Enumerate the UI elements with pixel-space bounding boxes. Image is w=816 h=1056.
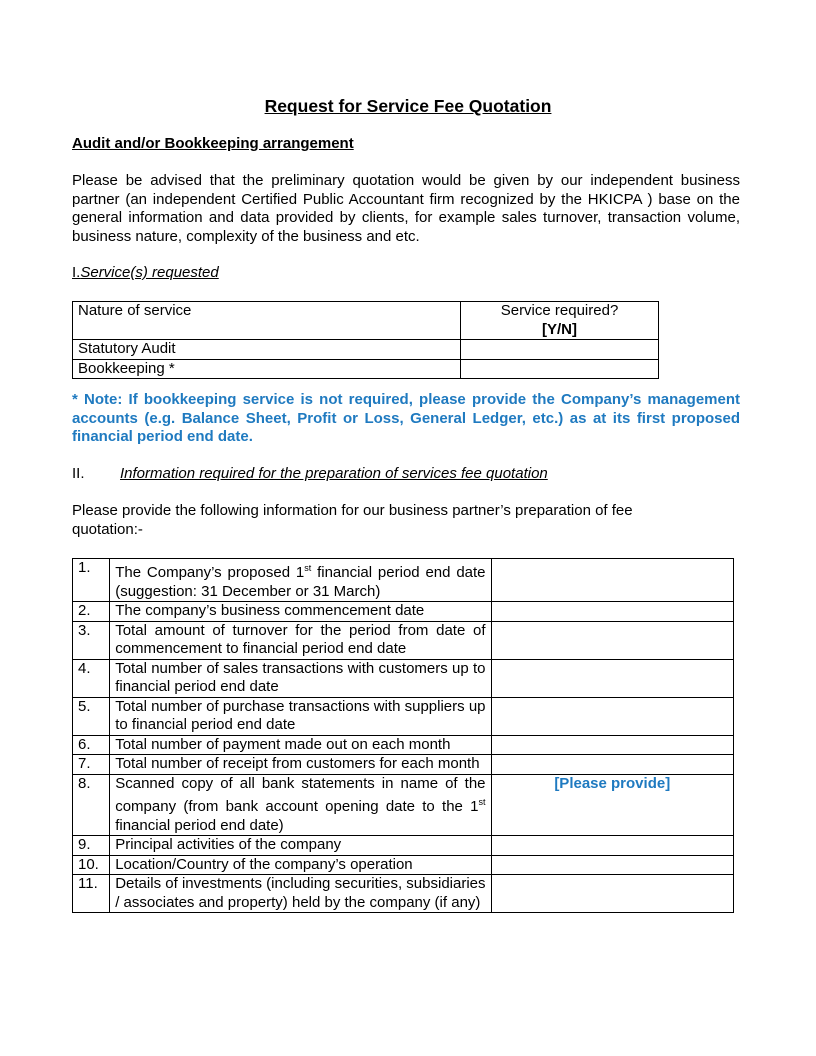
row-value-field[interactable] (491, 697, 733, 735)
table-row (73, 855, 734, 875)
row-value-field[interactable] (491, 621, 733, 659)
row-number: 9. (73, 836, 110, 856)
service-table-header (73, 302, 659, 340)
row-number: 11. (73, 875, 110, 913)
row-number: 10. (73, 855, 110, 875)
row-number: 4. (73, 659, 110, 697)
row-description: Total amount of turnover for the period from date of commencement to financial period end date (110, 621, 491, 659)
service-name: Statutory Audit (73, 340, 461, 360)
bookkeeping-note: * Note: If bookkeeping service is not required, please provide the Company’s management accounts (e.g. Balance Sheet, Profit or Loss, General Ledger, etc.) as at its first proposed financial period end date. (72, 391, 740, 445)
service-table (72, 301, 659, 379)
subheading: Audit and/or Bookkeeping arrangement (72, 135, 354, 152)
row-value-field[interactable] (491, 602, 733, 622)
table-row (73, 697, 734, 735)
row-description (110, 559, 491, 602)
row-description: Total number of receipt from customers for each month (110, 755, 491, 775)
service-required-field[interactable] (461, 359, 659, 379)
intro-paragraph: Please be advised that the preliminary quotation would be given by our independent business partner (an independent Certified Public Accountant firm recognized by the HKICPA ) base on the general information and data provided by clients, for example sales turnover, transaction volume, business nature, complexity of the business and etc. (72, 172, 740, 245)
row-desc-part: The Company’s proposed 1 (115, 564, 305, 581)
header-yn-label: [Y/N] (542, 320, 577, 338)
table-row (73, 340, 659, 360)
row-description: Total number of payment made out on each month (110, 735, 491, 755)
row-number: 6. (73, 735, 110, 755)
section1-title: Service(s) requested (80, 264, 219, 281)
row-description: Location/Country of the company’s operation (110, 855, 491, 875)
row-description: Principal activities of the company (110, 836, 491, 856)
section2-heading (72, 465, 577, 482)
row-value-field[interactable] (491, 735, 733, 755)
section2-title: Information required for the preparation of services fee quotation (120, 465, 548, 482)
section1-number: I. (72, 264, 81, 281)
info-table (72, 558, 734, 913)
ordinal-suffix: st (304, 563, 312, 573)
table-row (73, 359, 659, 379)
table-row (73, 836, 734, 856)
row-value-field[interactable] (491, 659, 733, 697)
row-value-field[interactable] (491, 755, 733, 775)
section2-number: II. (72, 465, 85, 482)
ordinal-suffix: st (478, 797, 486, 807)
row-description: Total number of purchase transactions with suppliers up to financial period end date (110, 697, 491, 735)
row-description: The company’s business commencement date (110, 602, 491, 622)
section1-heading (72, 264, 219, 281)
row-number: 7. (73, 755, 110, 775)
row-value-field[interactable] (491, 836, 733, 856)
table-row (73, 621, 734, 659)
row-value-field[interactable] (491, 875, 733, 913)
row-desc-part: financial period end date) (115, 816, 284, 834)
header-service-required-label: Service required? (500, 302, 619, 319)
table-row (73, 735, 734, 755)
row-number: 5. (73, 697, 110, 735)
table-row (73, 559, 734, 602)
header-service-required (461, 302, 659, 340)
row-description: Total number of sales transactions with customers up to financial period end date (110, 659, 491, 697)
table-row (73, 602, 734, 622)
row-value-field[interactable] (491, 855, 733, 875)
row-number: 1. (73, 559, 110, 602)
header-nature-of-service: Nature of service (73, 302, 461, 340)
row-value-field[interactable] (491, 559, 733, 602)
row-number: 3. (73, 621, 110, 659)
table-row (73, 659, 734, 697)
table-row (73, 774, 734, 836)
row-description: Details of investments (including securities, subsidiaries / associates and property) held by the company (if any) (110, 875, 491, 913)
row-number: 2. (73, 602, 110, 622)
service-name: Bookkeeping * (73, 359, 461, 379)
row-description (110, 774, 491, 836)
service-required-field[interactable] (461, 340, 659, 360)
row-desc-part: financial period end date (suggestion: 31 December or 31 March) (115, 564, 486, 600)
row-desc-part: Scanned copy of all bank statements in name of the company (from bank account opening date to the 1 (115, 774, 486, 815)
table-row (73, 755, 734, 775)
table-row (73, 875, 734, 913)
please-provide-field[interactable]: [Please provide] (491, 774, 733, 836)
row-number: 8. (73, 774, 110, 836)
page-title: Request for Service Fee Quotation (264, 96, 552, 116)
section2-intro: Please provide the following information for our business partner’s preparation of fee quotation:- (72, 502, 633, 538)
